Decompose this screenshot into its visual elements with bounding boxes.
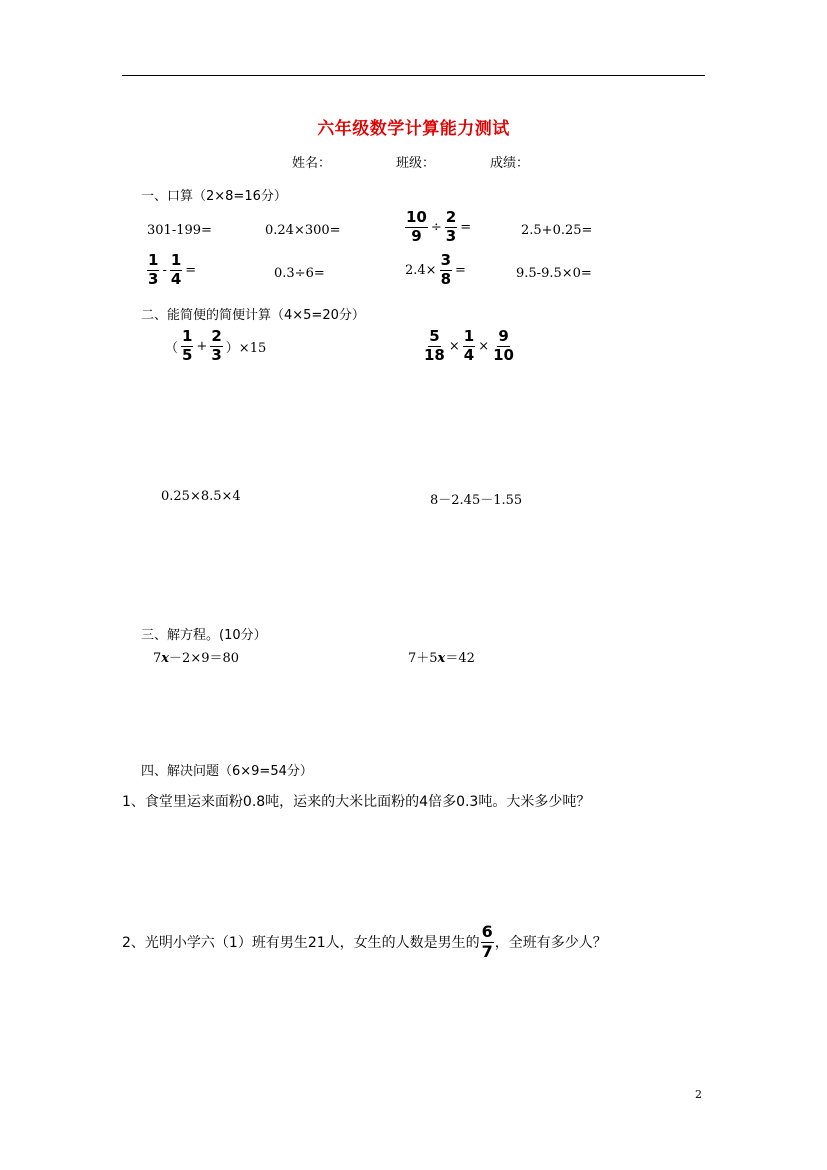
simplify-p4: 8－2.45－1.55 [430,493,523,508]
oral-q6: 0.3÷6= [274,266,325,281]
simplify-p3: 0.25×8.5×4 [161,489,241,504]
oral-q8: 9.5-9.5×0= [516,266,592,281]
section-heading-simplify: 二、能简便的简便计算（4×5=20分） [141,308,365,323]
fraction: $\frac{5}{18}$ [424,327,445,364]
oral-q1: 301-199= [147,223,212,238]
fraction: $\frac{1}{4}$ [463,327,475,364]
oral-q3: $\frac{10}{9}$ ÷ $\frac{2}{3}$ = [406,208,472,245]
fraction: $\frac{9}{10}$ [493,327,514,364]
page-number: 2 [695,1088,702,1101]
oral-q7: 2.4× $\frac{3}{8}$ = [405,251,466,288]
simplify-p2: $\frac{5}{18}$ × $\frac{1}{4}$ × $\frac{9}{10}$ [424,327,514,364]
fraction: $\frac{6}{7}$ [481,922,493,961]
fraction: $\frac{2}{3}$ [211,327,222,364]
fraction: $\frac{2}{3}$ [445,208,457,245]
word-problem-1: 1、食堂里运来面粉0.8吨，运来的大米比面粉的4倍多0.3吨。大米多少吨？ [122,794,591,810]
word-problem-2: 2、光明小学六（1）班有男生21人，女生的人数是男生的 $\frac{6}{7}$ ，全班有多少人？ [122,922,607,961]
simplify-p1: （ $\frac{1}{5}$ + $\frac{2}{3}$ ）×15 [165,327,267,364]
equation-1: 7x－2×9＝80 [153,651,240,666]
section-heading-problems: 四、解决问题（6×9=54分） [141,764,313,779]
fraction: $\frac{1}{3}$ [148,251,159,288]
fraction: $\frac{1}{5}$ [182,327,193,364]
oral-q4: 2.5+0.25= [521,223,593,238]
class-label: 班级： [396,156,436,171]
section-heading-equations: 三、解方程。(10分） [141,628,267,643]
fraction: $\frac{10}{9}$ [406,208,427,245]
fraction: $\frac{3}{8}$ [440,251,452,288]
section-heading-oral: 一、口算（2×8=16分） [141,189,287,204]
name-label: 姓名： [292,156,332,171]
header-rule [122,75,705,76]
fraction: $\frac{1}{4}$ [170,251,182,288]
score-label: 成绩： [490,156,530,171]
oral-q2: 0.24×300= [265,223,341,238]
oral-q5: $\frac{1}{3}$ - $\frac{1}{4}$ = [148,251,197,288]
page-title: 六年级数学计算能力测试 [317,119,510,139]
equation-2: 7＋5x＝42 [408,651,475,666]
